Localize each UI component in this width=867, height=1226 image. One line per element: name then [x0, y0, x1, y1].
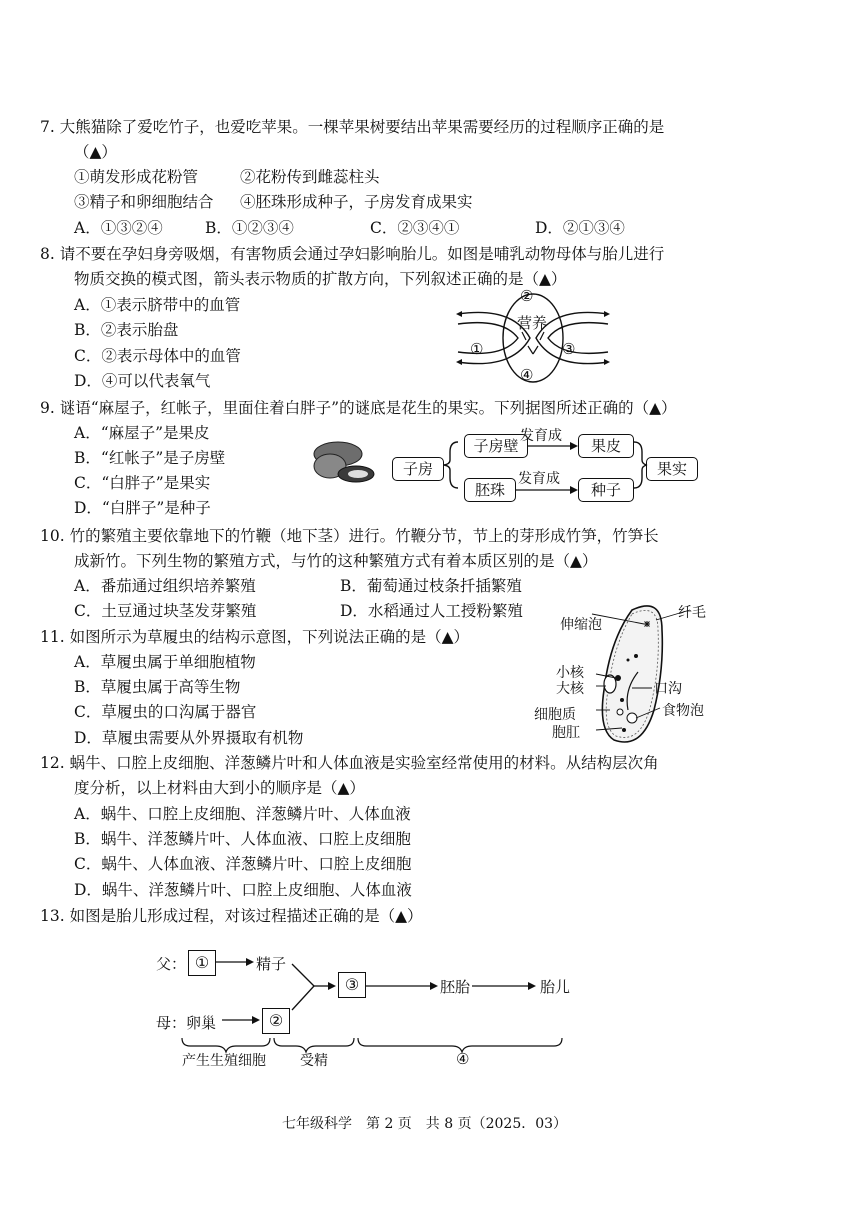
q7-item-1: ①萌发形成花粉管: [74, 168, 199, 186]
label-food-vacuole: 食物泡: [662, 703, 704, 719]
label-contractile-vacuole: 伸缩泡: [560, 617, 602, 633]
q13-label-sperm: 精子: [256, 955, 287, 973]
q9-label-develop-2: 发育成: [518, 471, 560, 487]
q12-stem-line1: 蜗牛、口腔上皮细胞、洋葱鳞片叶和人体血液是实验室经常使用的材料。从结构层次角: [69, 754, 659, 772]
label-macronucleus: 大核: [556, 681, 584, 697]
q10-option-d: D．水稻通过人工授粉繁殖: [340, 602, 523, 620]
q13-box-3: ③: [338, 972, 366, 998]
q13-label-stage-2: 受精: [300, 1053, 328, 1069]
q7-item-2: ②花粉传到雌蕊柱头: [240, 168, 380, 186]
q13-number: 13.: [40, 907, 65, 925]
q9-stem: [40, 398, 677, 418]
q9-label-develop-1: 发育成: [520, 428, 562, 444]
q13-label-stage-3: ④: [456, 1050, 470, 1068]
q9-box-ovary: 子房: [392, 457, 444, 481]
q10-stem-line1: 竹的繁殖主要依靠地下的竹鞭（地下茎）进行。竹鞭分节，节上的芽形成竹笋，竹笋长: [69, 527, 659, 545]
q8-option-c: C．②表示母体中的血管: [74, 347, 241, 365]
q8-number: 8.: [40, 245, 55, 263]
q7-stem-line1: 大熊猫除了爱吃竹子，也爱吃苹果。一棵苹果树要结出苹果需要经历的过程顺序正确的是: [59, 118, 665, 136]
q10-option-c: C．土豆通过块茎发芽繁殖: [74, 602, 257, 620]
label-cilia: 纤毛: [678, 605, 706, 621]
q9-stem-line1: 谜语“麻屋子，红帐子，里面住着白胖子”的谜底是花生的果实。下列据图所述正确的（▲）: [59, 399, 677, 417]
q13-label-embryo: 胚胎: [440, 978, 471, 996]
q8-option-d: D．④可以代表氧气: [74, 372, 211, 390]
label-anal-pore: 胞肛: [552, 725, 580, 741]
q8-label-2: ②: [520, 287, 534, 305]
q8-option-a: A．①表示脐带中的血管: [74, 296, 241, 314]
q7-option-b: B．①②③④: [205, 219, 294, 237]
q9-option-d: D．“白胖子”是种子: [74, 499, 211, 517]
q11-option-b: B．草履虫属于高等生物: [74, 678, 241, 696]
q13-label-ovary: 卵巢: [186, 1014, 217, 1032]
q8-stem-line2: 物质交换的模式图，箭头表示物质的扩散方向，下列叙述正确的是（▲）: [74, 270, 567, 288]
q12-stem: [40, 753, 659, 773]
q13-label-father: 父：: [156, 955, 187, 973]
label-micronucleus: 小核: [556, 665, 584, 681]
q7-option-c: C．②③④①: [370, 219, 460, 237]
q9-flow-lines: [440, 430, 750, 500]
q8-label-nutrient: 营养: [517, 314, 548, 332]
q8-option-b: B．②表示胎盘: [74, 321, 179, 339]
q11-option-c: C．草履虫的口沟属于器官: [74, 703, 257, 721]
q13-label-stage-1: 产生生殖细胞: [182, 1053, 266, 1069]
q7-option-a: A．①③②④: [74, 219, 163, 237]
q11-stem-line1: 如图所示为草履虫的结构示意图，下列说法正确的是（▲）: [69, 628, 470, 646]
q12-option-c: C．蜗牛、人体血液、洋葱鳞片叶、口腔上皮细胞: [74, 855, 412, 873]
q7-stem-line2: （▲）: [74, 143, 117, 161]
q9-box-ovule: 胚珠: [464, 478, 516, 502]
q13-stem-line1: 如图是胎儿形成过程，对该过程描述正确的是（▲）: [69, 907, 423, 925]
q7-stem: [40, 117, 664, 137]
q8-label-4: ④: [520, 366, 534, 384]
q7-item-4: ④胚珠形成种子，子房发育成果实: [240, 193, 473, 211]
q9-box-ovary-wall: 子房壁: [464, 434, 528, 458]
q13-box-1: ①: [188, 950, 216, 976]
q9-box-peel: 果皮: [578, 434, 634, 458]
q12-number: 12.: [40, 754, 65, 772]
q8-stem-line1: 请不要在孕妇身旁吸烟，有害物质会通过孕妇影响胎儿。如图是哺乳动物母体与胎儿进行: [59, 245, 665, 263]
q11-stem: [40, 627, 469, 647]
q7-number: 7.: [40, 118, 55, 136]
label-cytoplasm: 细胞质: [534, 707, 576, 723]
q10-option-a: A．番茄通过组织培养繁殖: [74, 577, 256, 595]
q9-box-fruit: 果实: [646, 457, 698, 481]
q13-label-fetus: 胎儿: [540, 978, 571, 996]
q13-label-mother: 母：: [156, 1014, 187, 1032]
q10-stem: [40, 526, 659, 546]
q9-option-a: A．“麻屋子”是果皮: [74, 424, 210, 442]
peanut-image: [308, 436, 380, 486]
q7-option-d: D．②①③④: [535, 219, 625, 237]
q9-number: 9.: [40, 399, 55, 417]
q10-stem-line2: 成新竹。下列生物的繁殖方式，与竹的这种繁殖方式有着本质区别的是（▲）: [74, 552, 598, 570]
q8-stem: [40, 244, 664, 264]
q7-item-3: ③精子和卵细胞结合: [74, 193, 214, 211]
q9-option-c: C．“白胖子”是果实: [74, 474, 211, 492]
q9-option-b: B．“红帐子”是子房壁: [74, 449, 226, 467]
q10-option-b: B．葡萄通过枝条扦插繁殖: [340, 577, 522, 595]
label-oral-groove: 口沟: [654, 681, 682, 697]
q8-label-1: ①: [470, 340, 484, 358]
q13-flow-arrows: [150, 940, 770, 1060]
q11-option-a: A．草履虫属于单细胞植物: [74, 653, 256, 671]
q13-stem: [40, 906, 423, 926]
q13-box-2: ②: [262, 1008, 290, 1034]
q12-option-d: D．蜗牛、洋葱鳞片叶、口腔上皮细胞、人体血液: [74, 881, 412, 899]
q11-number: 11.: [40, 628, 65, 646]
q10-number: 10.: [40, 527, 65, 545]
q8-label-3: ③: [562, 340, 576, 358]
q9-box-seed: 种子: [578, 478, 634, 502]
q12-option-b: B．蜗牛、洋葱鳞片叶、人体血液、口腔上皮细胞: [74, 830, 411, 848]
q12-option-a: A．蜗牛、口腔上皮细胞、洋葱鳞片叶、人体血液: [74, 805, 411, 823]
paramecium-figure: [592, 600, 702, 750]
q11-option-d: D．草履虫需要从外界摄取有机物: [74, 729, 304, 747]
q12-stem-line2: 度分析，以上材料由大到小的顺序是（▲）: [74, 779, 365, 797]
page-footer: 七年级科学 第 2 页 共 8 页（2025．03）: [282, 1116, 568, 1132]
